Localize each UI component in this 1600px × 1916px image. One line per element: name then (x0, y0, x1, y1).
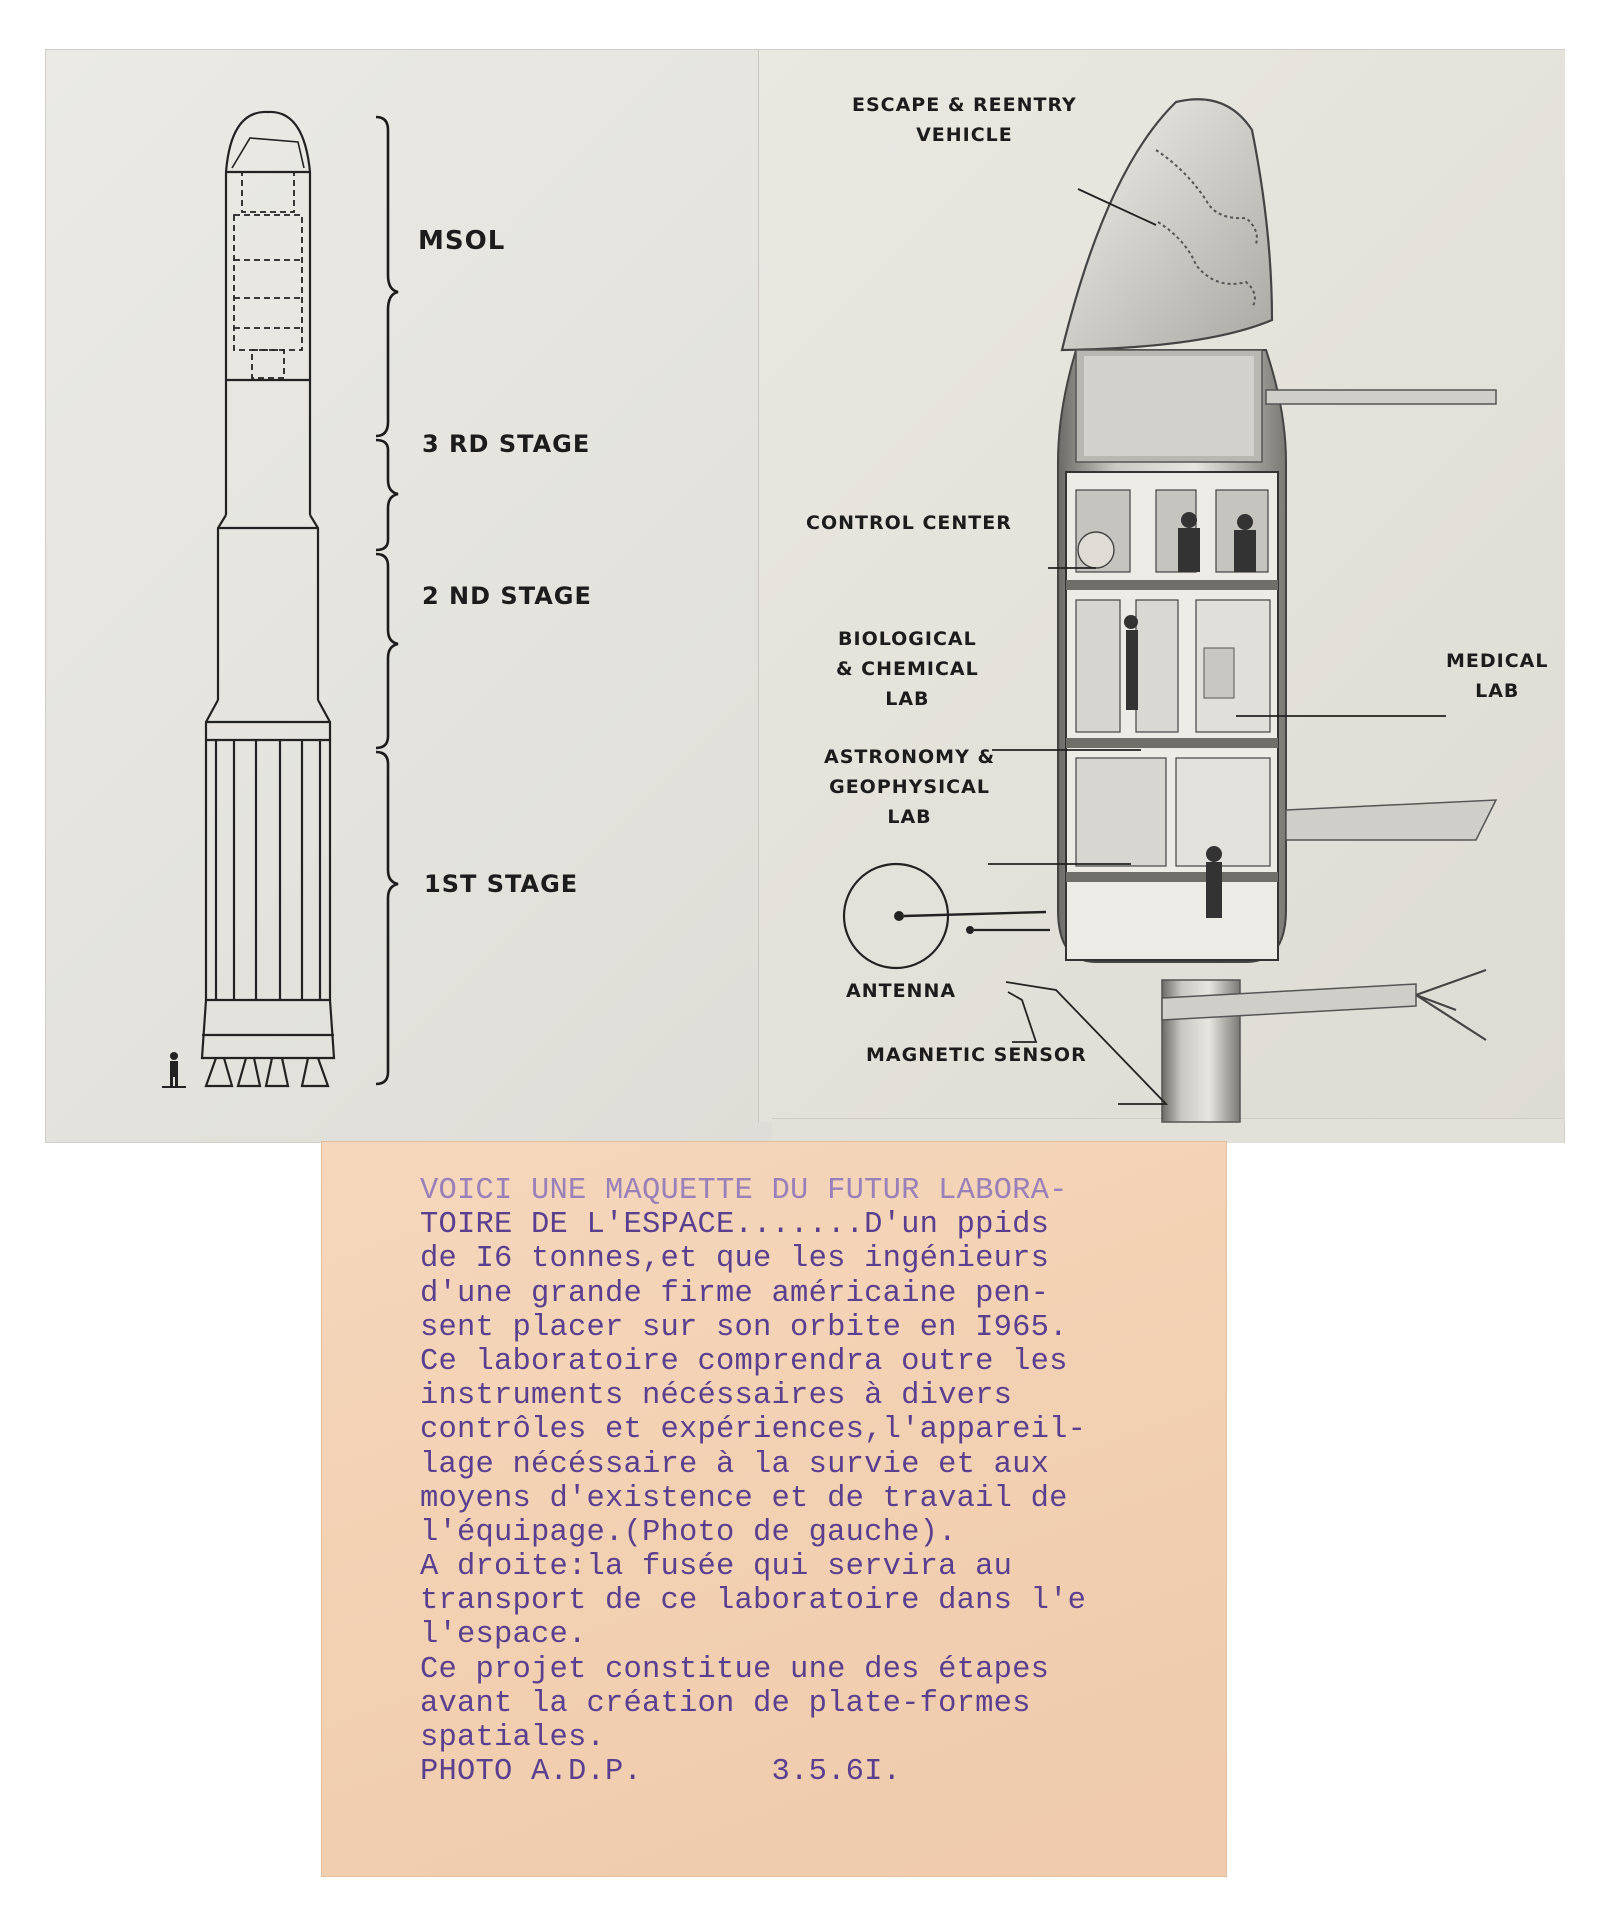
caption-line: moyens d'existence et de travail de (420, 1481, 1068, 1516)
callout-astronomy-lab: ASTRONOMY & GEOPHYSICAL LAB (824, 746, 996, 828)
rocket-diagram (46, 50, 1564, 1142)
caption-line: VOICI UNE MAQUETTE DU FUTUR LABORA- (420, 1174, 1068, 1208)
photo-print (46, 50, 1564, 1142)
caption-slip (322, 1142, 1226, 1876)
caption-line: spatiales. (420, 1721, 606, 1755)
callout-bio-lab: BIOLOGICAL & CHEMICAL LAB (836, 628, 979, 710)
caption-line: l'espace. (420, 1618, 587, 1653)
caption-line: contrôles et expériences,l'appareil- (420, 1413, 1087, 1448)
stage-label-third: 3 RD STAGE (422, 430, 591, 458)
caption-line: d'une grande firme américaine pen- (420, 1276, 1050, 1311)
caption-line: Ce projet constitue une des étapes (420, 1652, 1050, 1687)
callout-magnetic-sensor: MAGNETIC SENSOR (866, 1044, 1087, 1066)
stage-label-msol: MSOL (418, 226, 506, 256)
stage-label-second: 2 ND STAGE (422, 582, 592, 610)
callout-antenna: ANTENNA (846, 980, 957, 1002)
callout-medical-lab: MEDICAL LAB (1446, 650, 1549, 702)
caption-text (420, 1174, 1086, 1789)
caption-line: l'équipage.(Photo de gauche). (420, 1515, 957, 1550)
caption-line: PHOTO A.D.P. 3.5.6I. (420, 1755, 902, 1790)
callout-control-center: CONTROL CENTER (806, 512, 1012, 534)
stage-label-first: 1ST STAGE (424, 870, 579, 898)
caption-line: TOIRE DE L'ESPACE.......D'un ppids (420, 1208, 1050, 1243)
caption-line: Ce laboratoire comprendra outre les (420, 1344, 1068, 1379)
caption-line: transport de ce laboratoire dans l'e (420, 1584, 1087, 1619)
caption-line: instruments nécéssaires à divers (420, 1379, 1013, 1414)
callout-escape-vehicle: ESCAPE & REENTRY VEHICLE (852, 94, 1077, 146)
caption-line: A droite:la fusée qui servira au (420, 1550, 1013, 1585)
caption-line: lage nécéssaire à la survie et aux (420, 1447, 1050, 1482)
caption-line: avant la création de plate-formes (420, 1686, 1031, 1721)
caption-line: sent placer sur son orbite en I965. (420, 1310, 1068, 1345)
caption-line: de I6 tonnes,et que les ingénieurs (420, 1242, 1050, 1277)
